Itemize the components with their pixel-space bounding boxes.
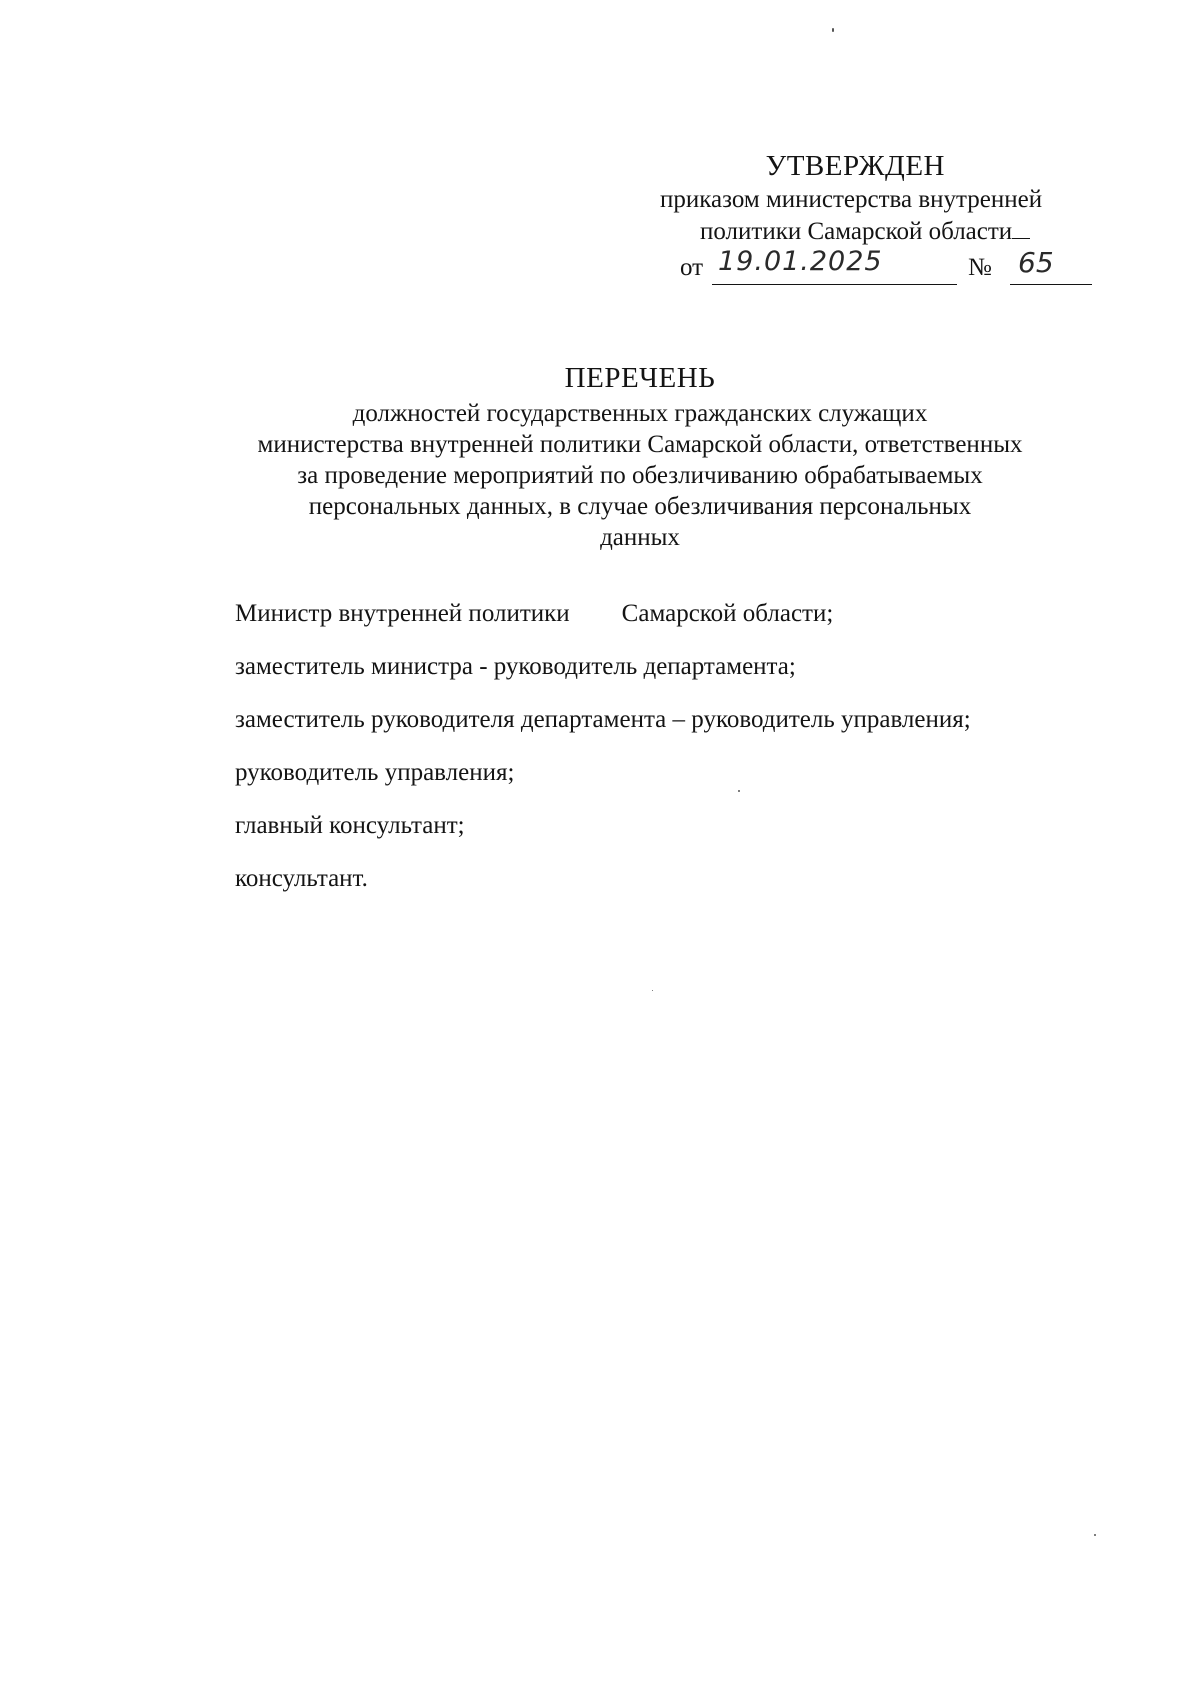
subtitle-line: за проведение мероприятий по обезличиванию обрабатываемых (297, 462, 983, 489)
subtitle-line: должностей государственных гражданских служащих (352, 400, 928, 427)
position-text-part: Министр внутренней политики (235, 600, 570, 627)
date-prefix: от (680, 254, 704, 281)
approval-region-text: политики Самарской области (700, 218, 1013, 245)
position-item: руководитель управления; (235, 759, 515, 786)
subtitle-line: министерства внутренней политики Самарской области, ответственных (257, 431, 1023, 458)
position-text-part: Самарской области; (621, 600, 834, 627)
scan-speck (738, 790, 740, 792)
position-item-minister (235, 600, 833, 628)
approval-title: УТВЕРЖДЕН (765, 150, 945, 182)
subtitle-line: данных (600, 524, 680, 551)
subtitle-line: персональных данных, в случае обезличивания персональных (308, 493, 972, 520)
position-item: заместитель министра - руководитель департамента; (235, 653, 796, 680)
approval-date-row (680, 246, 1080, 286)
approval-order-line: приказом министерства внутренней (660, 186, 1043, 213)
position-item: консультант. (235, 865, 368, 892)
date-field (712, 246, 957, 285)
position-item: заместитель руководителя департамента – руководитель управления; (235, 706, 971, 733)
number-label: № (968, 254, 992, 281)
handwritten-date: 19.01.2025 (718, 246, 883, 277)
number-field (1010, 246, 1092, 285)
scan-speck (652, 990, 653, 991)
scan-speck (832, 28, 834, 32)
document-subtitle (200, 398, 1080, 553)
position-item: главный консультант; (235, 812, 465, 839)
handwritten-number: 65 (1018, 246, 1054, 279)
scan-speck (1094, 1534, 1096, 1536)
underline (1012, 238, 1030, 239)
document-title: ПЕРЕЧЕНЬ (564, 362, 716, 394)
approval-region-line (700, 218, 1030, 246)
